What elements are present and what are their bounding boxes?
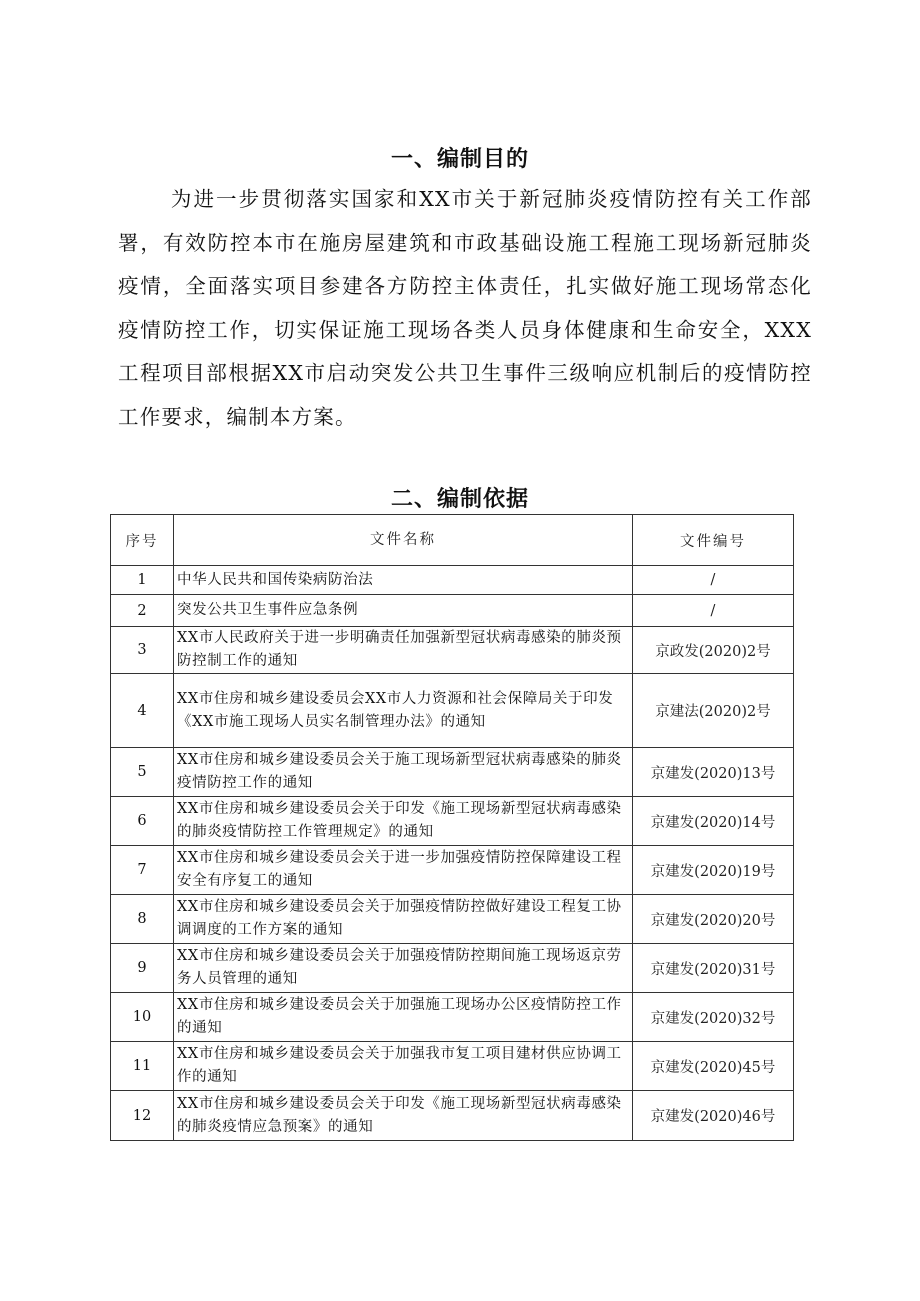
row-document-name: XX市人民政府关于进一步明确责任加强新型冠状病毒感染的肺炎预防控制工作的通知 — [174, 627, 633, 674]
row-number: 6 — [111, 797, 174, 846]
table-row — [111, 846, 794, 895]
row-document-code: 京建发(2020)19号 — [633, 846, 794, 895]
table-row — [111, 627, 794, 674]
row-number: 4 — [111, 674, 174, 748]
table-row — [111, 566, 794, 595]
row-document-code: 京建发(2020)46号 — [633, 1091, 794, 1141]
table-row — [111, 1042, 794, 1091]
header-no: 序号 — [111, 515, 174, 566]
row-document-code: 京建发(2020)32号 — [633, 993, 794, 1042]
row-number: 1 — [111, 566, 174, 595]
row-number: 7 — [111, 846, 174, 895]
row-document-name: XX市住房和城乡建设委员会XX市人力资源和社会保障局关于印发《XX市施工现场人员实名制管理办法》的通知 — [174, 674, 633, 748]
section1-title: 一、编制目的 — [390, 147, 529, 172]
row-document-code: / — [633, 566, 794, 595]
row-document-name: XX市住房和城乡建设委员会关于加强疫情防控期间施工现场返京劳务人员管理的通知 — [174, 944, 633, 993]
row-document-name: 突发公共卫生事件应急条例 — [174, 595, 633, 627]
table-row — [111, 993, 794, 1042]
row-number: 2 — [111, 595, 174, 627]
row-document-code: 京建发(2020)20号 — [633, 895, 794, 944]
row-document-code: / — [633, 595, 794, 627]
row-document-name: XX市住房和城乡建设委员会关于加强我市复工项目建材供应协调工作的通知 — [174, 1042, 633, 1091]
header-code: 文件编号 — [633, 515, 794, 566]
row-document-name: XX市住房和城乡建设委员会关于进一步加强疫情防控保障建设工程安全有序复工的通知 — [174, 846, 633, 895]
section2-title: 二、编制依据 — [390, 487, 529, 512]
table-row — [111, 944, 794, 993]
row-document-name: XX市住房和城乡建设委员会关于施工现场新型冠状病毒感染的肺炎疫情防控工作的通知 — [174, 748, 633, 797]
table-row — [111, 748, 794, 797]
row-number: 10 — [111, 993, 174, 1042]
row-document-name: XX市住房和城乡建设委员会关于印发《施工现场新型冠状病毒感染的肺炎疫情应急预案》的通知 — [174, 1091, 633, 1141]
purpose-paragraph — [118, 178, 812, 439]
table-header-row — [111, 515, 794, 566]
row-document-code: 京建发(2020)45号 — [633, 1042, 794, 1091]
row-number: 11 — [111, 1042, 174, 1091]
table-row — [111, 595, 794, 627]
basis-table — [110, 514, 794, 1141]
row-document-code: 京建发(2020)31号 — [633, 944, 794, 993]
row-number: 5 — [111, 748, 174, 797]
row-document-name: XX市住房和城乡建设委员会关于加强施工现场办公区疫情防控工作的通知 — [174, 993, 633, 1042]
row-number: 3 — [111, 627, 174, 674]
row-document-code: 京政发(2020)2号 — [633, 627, 794, 674]
row-document-code: 京建发(2020)14号 — [633, 797, 794, 846]
table-row — [111, 1091, 794, 1141]
table-row — [111, 797, 794, 846]
purpose-paragraph-text: 为进一步贯彻落实国家和XX市关于新冠肺炎疫情防控有关工作部署，有效防控本市在施房屋建筑和市政基础设施工程施工现场新冠肺炎疫情，全面落实项目参建各方防控主体责任，扎实做好施工现场常态化疫情防控工作，切实保证施工现场各类人员身体健康和生命安全，XXX工程项目部根据XX市启动突发公共卫生事件三级响应机制后的疫情防控工作要求，编制本方案。 — [118, 187, 812, 429]
row-number: 8 — [111, 895, 174, 944]
header-name: 文件名称 — [174, 515, 633, 566]
row-document-name: XX市住房和城乡建设委员会关于加强疫情防控做好建设工程复工协调调度的工作方案的通知 — [174, 895, 633, 944]
row-number: 9 — [111, 944, 174, 993]
row-number: 12 — [111, 1091, 174, 1141]
table-row — [111, 674, 794, 748]
row-document-code: 京建法(2020)2号 — [633, 674, 794, 748]
table-body — [111, 566, 794, 1141]
row-document-code: 京建发(2020)13号 — [633, 748, 794, 797]
table-row — [111, 895, 794, 944]
row-document-name: 中华人民共和国传染病防治法 — [174, 566, 633, 595]
row-document-name: XX市住房和城乡建设委员会关于印发《施工现场新型冠状病毒感染的肺炎疫情防控工作管理规定》的通知 — [174, 797, 633, 846]
